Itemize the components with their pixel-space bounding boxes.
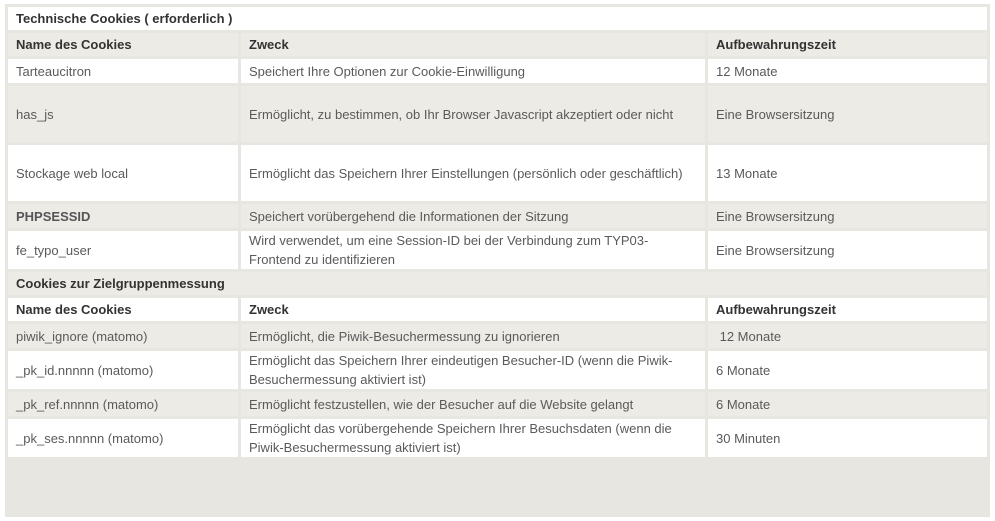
cookie-name: Tarteaucitron: [8, 59, 238, 83]
column-header-purpose: Zweck: [241, 33, 705, 56]
cookie-name: Stockage web local: [8, 145, 238, 201]
cookie-name: _pk_ref.nnnnn (matomo): [8, 392, 238, 416]
cookie-name: _pk_ses.nnnnn (matomo): [8, 419, 238, 457]
table-row: [8, 145, 987, 201]
cookie-retention: 6 Monate: [708, 392, 987, 416]
cookie-retention: 30 Minuten: [708, 419, 987, 457]
column-header-name: Name des Cookies: [8, 33, 238, 56]
table-row: [8, 419, 987, 457]
section-title: Cookies zur Zielgruppenmessung: [8, 272, 987, 295]
table-header-row: [8, 298, 987, 321]
table-row: [8, 231, 987, 269]
cookie-retention: Eine Browsersitzung: [708, 86, 987, 142]
cookie-purpose: Ermöglicht das Speichern Ihrer Einstellungen (persönlich oder geschäftlich): [241, 145, 705, 201]
cookie-purpose: Ermöglicht festzustellen, wie der Besucher auf die Website gelangt: [241, 392, 705, 416]
cookie-name: piwik_ignore (matomo): [8, 324, 238, 348]
table-row: [8, 59, 987, 83]
cookie-purpose: Speichert vorübergehend die Informationen der Sitzung: [241, 204, 705, 228]
cookie-purpose: Ermöglicht, die Piwik-Besuchermessung zu ignorieren: [241, 324, 705, 348]
section-title-row: [8, 7, 987, 30]
cookie-retention: Eine Browsersitzung: [708, 204, 987, 228]
cookie-retention: 13 Monate: [708, 145, 987, 201]
column-header-retention: Aufbewahrungszeit: [708, 33, 987, 56]
cookie-purpose: Ermöglicht, zu bestimmen, ob Ihr Browser Javascript akzeptiert oder nicht: [241, 86, 705, 142]
table-row: [8, 204, 987, 228]
table-row: [8, 86, 987, 142]
section-title-row: [8, 272, 987, 295]
table-row: [8, 324, 987, 348]
cookie-purpose: Ermöglicht das Speichern Ihrer eindeutigen Besucher-ID (wenn die Piwik-Besuchermessung aktiviert ist): [241, 351, 705, 389]
cookie-table: [5, 4, 990, 460]
table-row: [8, 392, 987, 416]
cookie-name: has_js: [8, 86, 238, 142]
table-header-row: [8, 33, 987, 56]
cookie-name: _pk_id.nnnnn (matomo): [8, 351, 238, 389]
cookie-purpose: Wird verwendet, um eine Session-ID bei der Verbindung zum TYP03-Frontend zu identifizieren: [241, 231, 705, 269]
cookie-name: fe_typo_user: [8, 231, 238, 269]
column-header-retention: Aufbewahrungszeit: [708, 298, 987, 321]
cookie-retention: 12 Monate: [708, 59, 987, 83]
cookie-table-container: [5, 4, 990, 517]
cookie-purpose: Ermöglicht das vorübergehende Speichern Ihrer Besuchsdaten (wenn die Piwik-Besuchermessung aktiviert ist): [241, 419, 705, 457]
cookie-name: PHPSESSID: [8, 204, 238, 228]
column-header-purpose: Zweck: [241, 298, 705, 321]
table-row: [8, 351, 987, 389]
cookie-purpose: Speichert Ihre Optionen zur Cookie-Einwilligung: [241, 59, 705, 83]
cookie-retention: 12 Monate: [708, 324, 987, 348]
cookie-retention: Eine Browsersitzung: [708, 231, 987, 269]
column-header-name: Name des Cookies: [8, 298, 238, 321]
section-title: Technische Cookies ( erforderlich ): [8, 7, 987, 30]
cookie-retention: 6 Monate: [708, 351, 987, 389]
